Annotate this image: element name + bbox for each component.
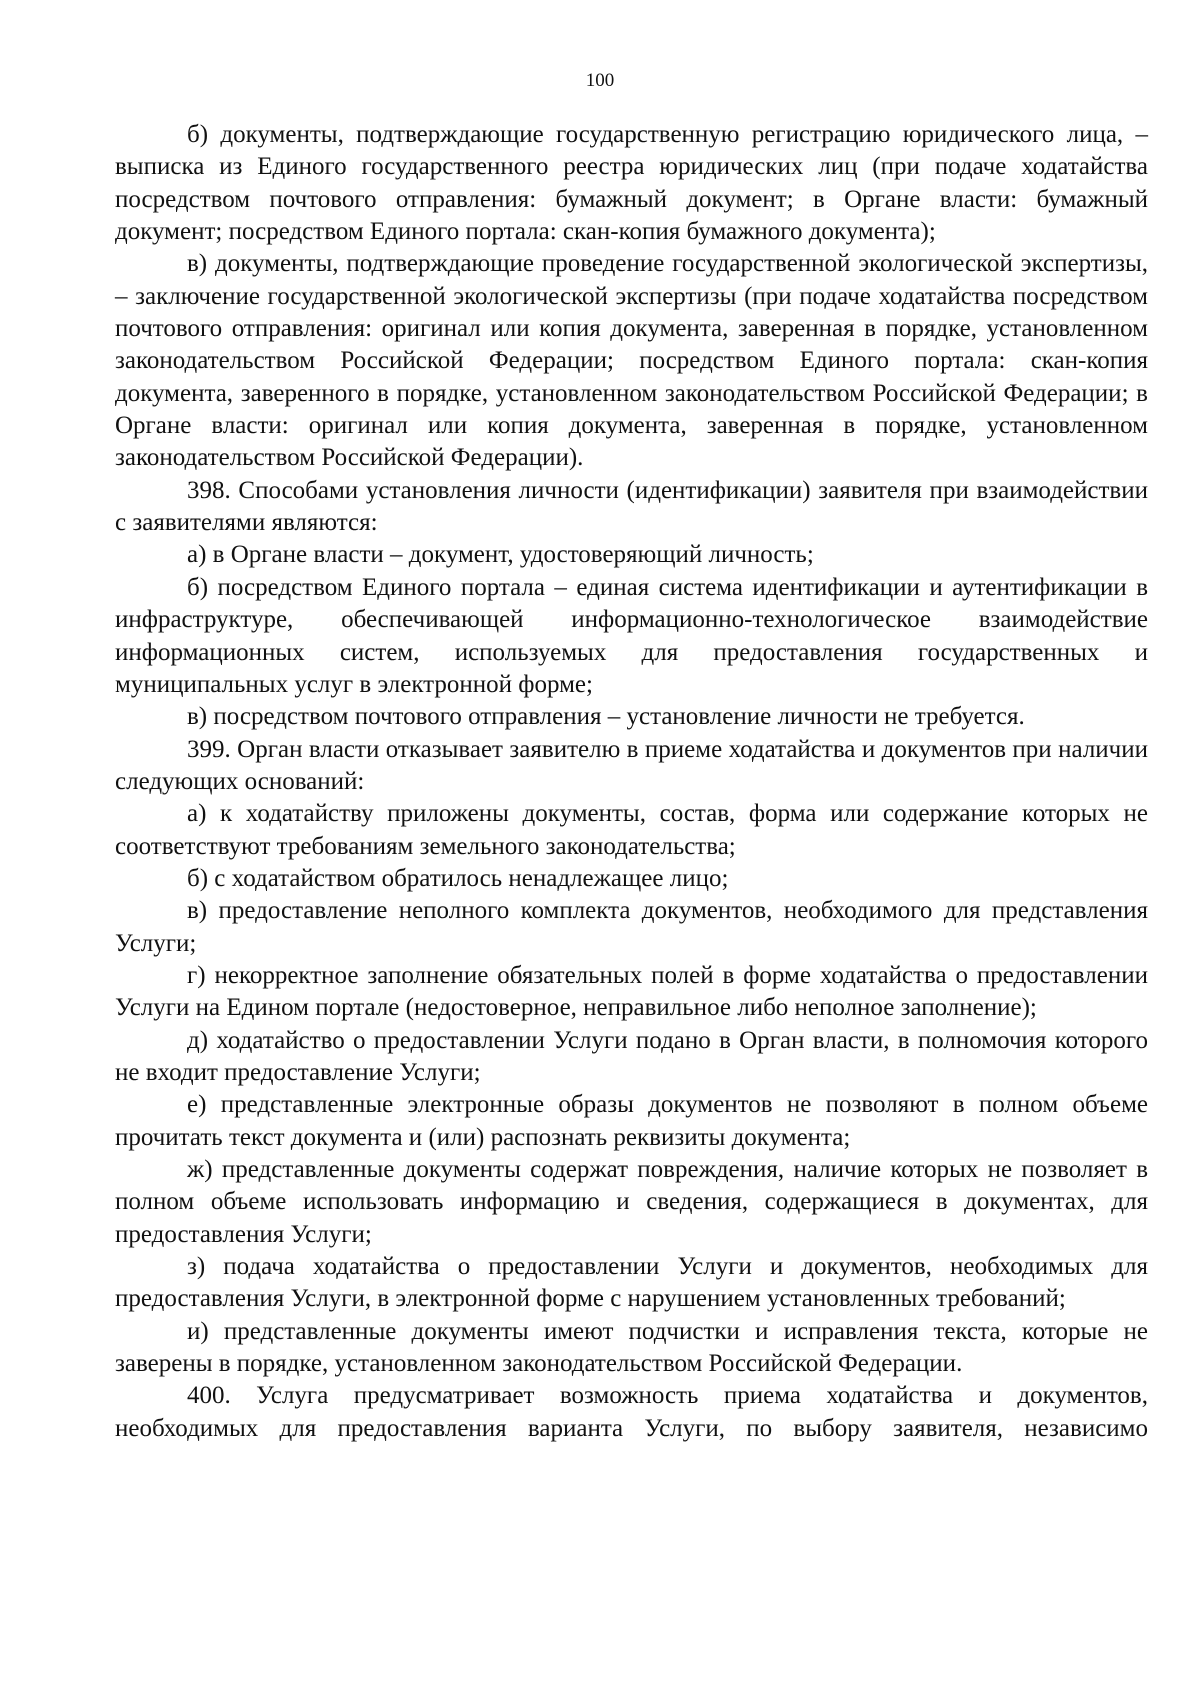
paragraph-398-v: в) посредством почтового отправления – установление личности не требуется. xyxy=(187,703,1025,731)
document-body xyxy=(115,119,1148,1445)
paragraph-400-service-options: 400. Услуга предусматривает возможность приема ходатайства и документов, необходимых для предоставления варианта Услуги, по выбору заявителя, независимо xyxy=(115,1382,1148,1442)
paragraph-399-refusal-grounds: 399. Орган власти отказывает заявителю в приеме ходатайства и документов при наличии следующих оснований: xyxy=(115,735,1148,795)
paragraph-399-e: е) представленные электронные образы документов не позволяют в полном объеме прочитать текст документа и (или) распознать реквизиты документа; xyxy=(115,1091,1148,1151)
paragraph-399-a: а) к ходатайству приложены документы, состав, форма или содержание которых не соответствуют требованиям земельного законодательства; xyxy=(115,800,1148,860)
paragraph-v-ecological-expertise: в) документы, подтверждающие проведение государственной экологической экспертизы, – заключение государственной экологической экспертизы (при подаче ходатайства посредством почтового отправления: оригинал или копия документа, заверенная в порядке, установленном законодательством Российской Федерации; посредством Единого портала: скан-копия документа, заверенного в порядке, установленном законодательством Российской Федерации; в Органе власти: оригинал или копия документа, заверенная в порядке, установленном законодательством Российской Федерации). xyxy=(115,250,1148,472)
paragraph-398-identification-methods: 398. Способами установления личности (идентификации) заявителя при взаимодействии с заявителями являются: xyxy=(115,476,1148,537)
paragraph-398-a: а) в Органе власти – документ, удостоверяющий личность; xyxy=(187,541,814,569)
paragraph-b-legal-entity-registration: б) документы, подтверждающие государственную регистрацию юридического лица, – выписка из Единого государственного реестра юридических лиц (при подаче ходатайства посредством почтового отправления: бумажный документ; в Органе власти: бумажный документ; посредством Единого портала: скан-копия бумажного документа); xyxy=(115,121,1148,246)
paragraph-399-b: б) с ходатайством обратилось ненадлежащее лицо; xyxy=(187,864,729,892)
paragraph-399-v: в) предоставление неполного комплекта документов, необходимого для представления Услуги; xyxy=(115,897,1148,957)
paragraph-399-z: з) подача ходатайства о предоставлении Услуги и документов, необходимых для предоставления Услуги, в электронной форме с нарушением установленных требований; xyxy=(115,1253,1148,1313)
paragraph-399-zh: ж) представленные документы содержат повреждения, наличие которых не позволяет в полном объеме использовать информацию и сведения, содержащиеся в документах, для предоставления Услуги; xyxy=(115,1156,1148,1248)
page-number: 100 xyxy=(585,70,615,91)
paragraph-399-d: д) ходатайство о предоставлении Услуги подано в Орган власти, в полномочия которого не входит предоставление Услуги; xyxy=(115,1026,1148,1086)
paragraph-398-b: б) посредством Единого портала – единая система идентификации и аутентификации в инфраструктуре, обеспечивающей информационно-технологическое взаимодействие информационных систем, используемых для предоставления государственных и муниципальных услуг в электронной форме; xyxy=(115,573,1148,698)
paragraph-399-i: и) представленные документы имеют подчистки и исправления текста, которые не заверены в порядке, установленном законодательством Российской Федерации. xyxy=(115,1317,1148,1378)
paragraph-399-g: г) некорректное заполнение обязательных полей в форме ходатайства о предоставлении Услуги на Едином портале (недостоверное, неправильное либо неполное заполнение); xyxy=(115,961,1148,1022)
